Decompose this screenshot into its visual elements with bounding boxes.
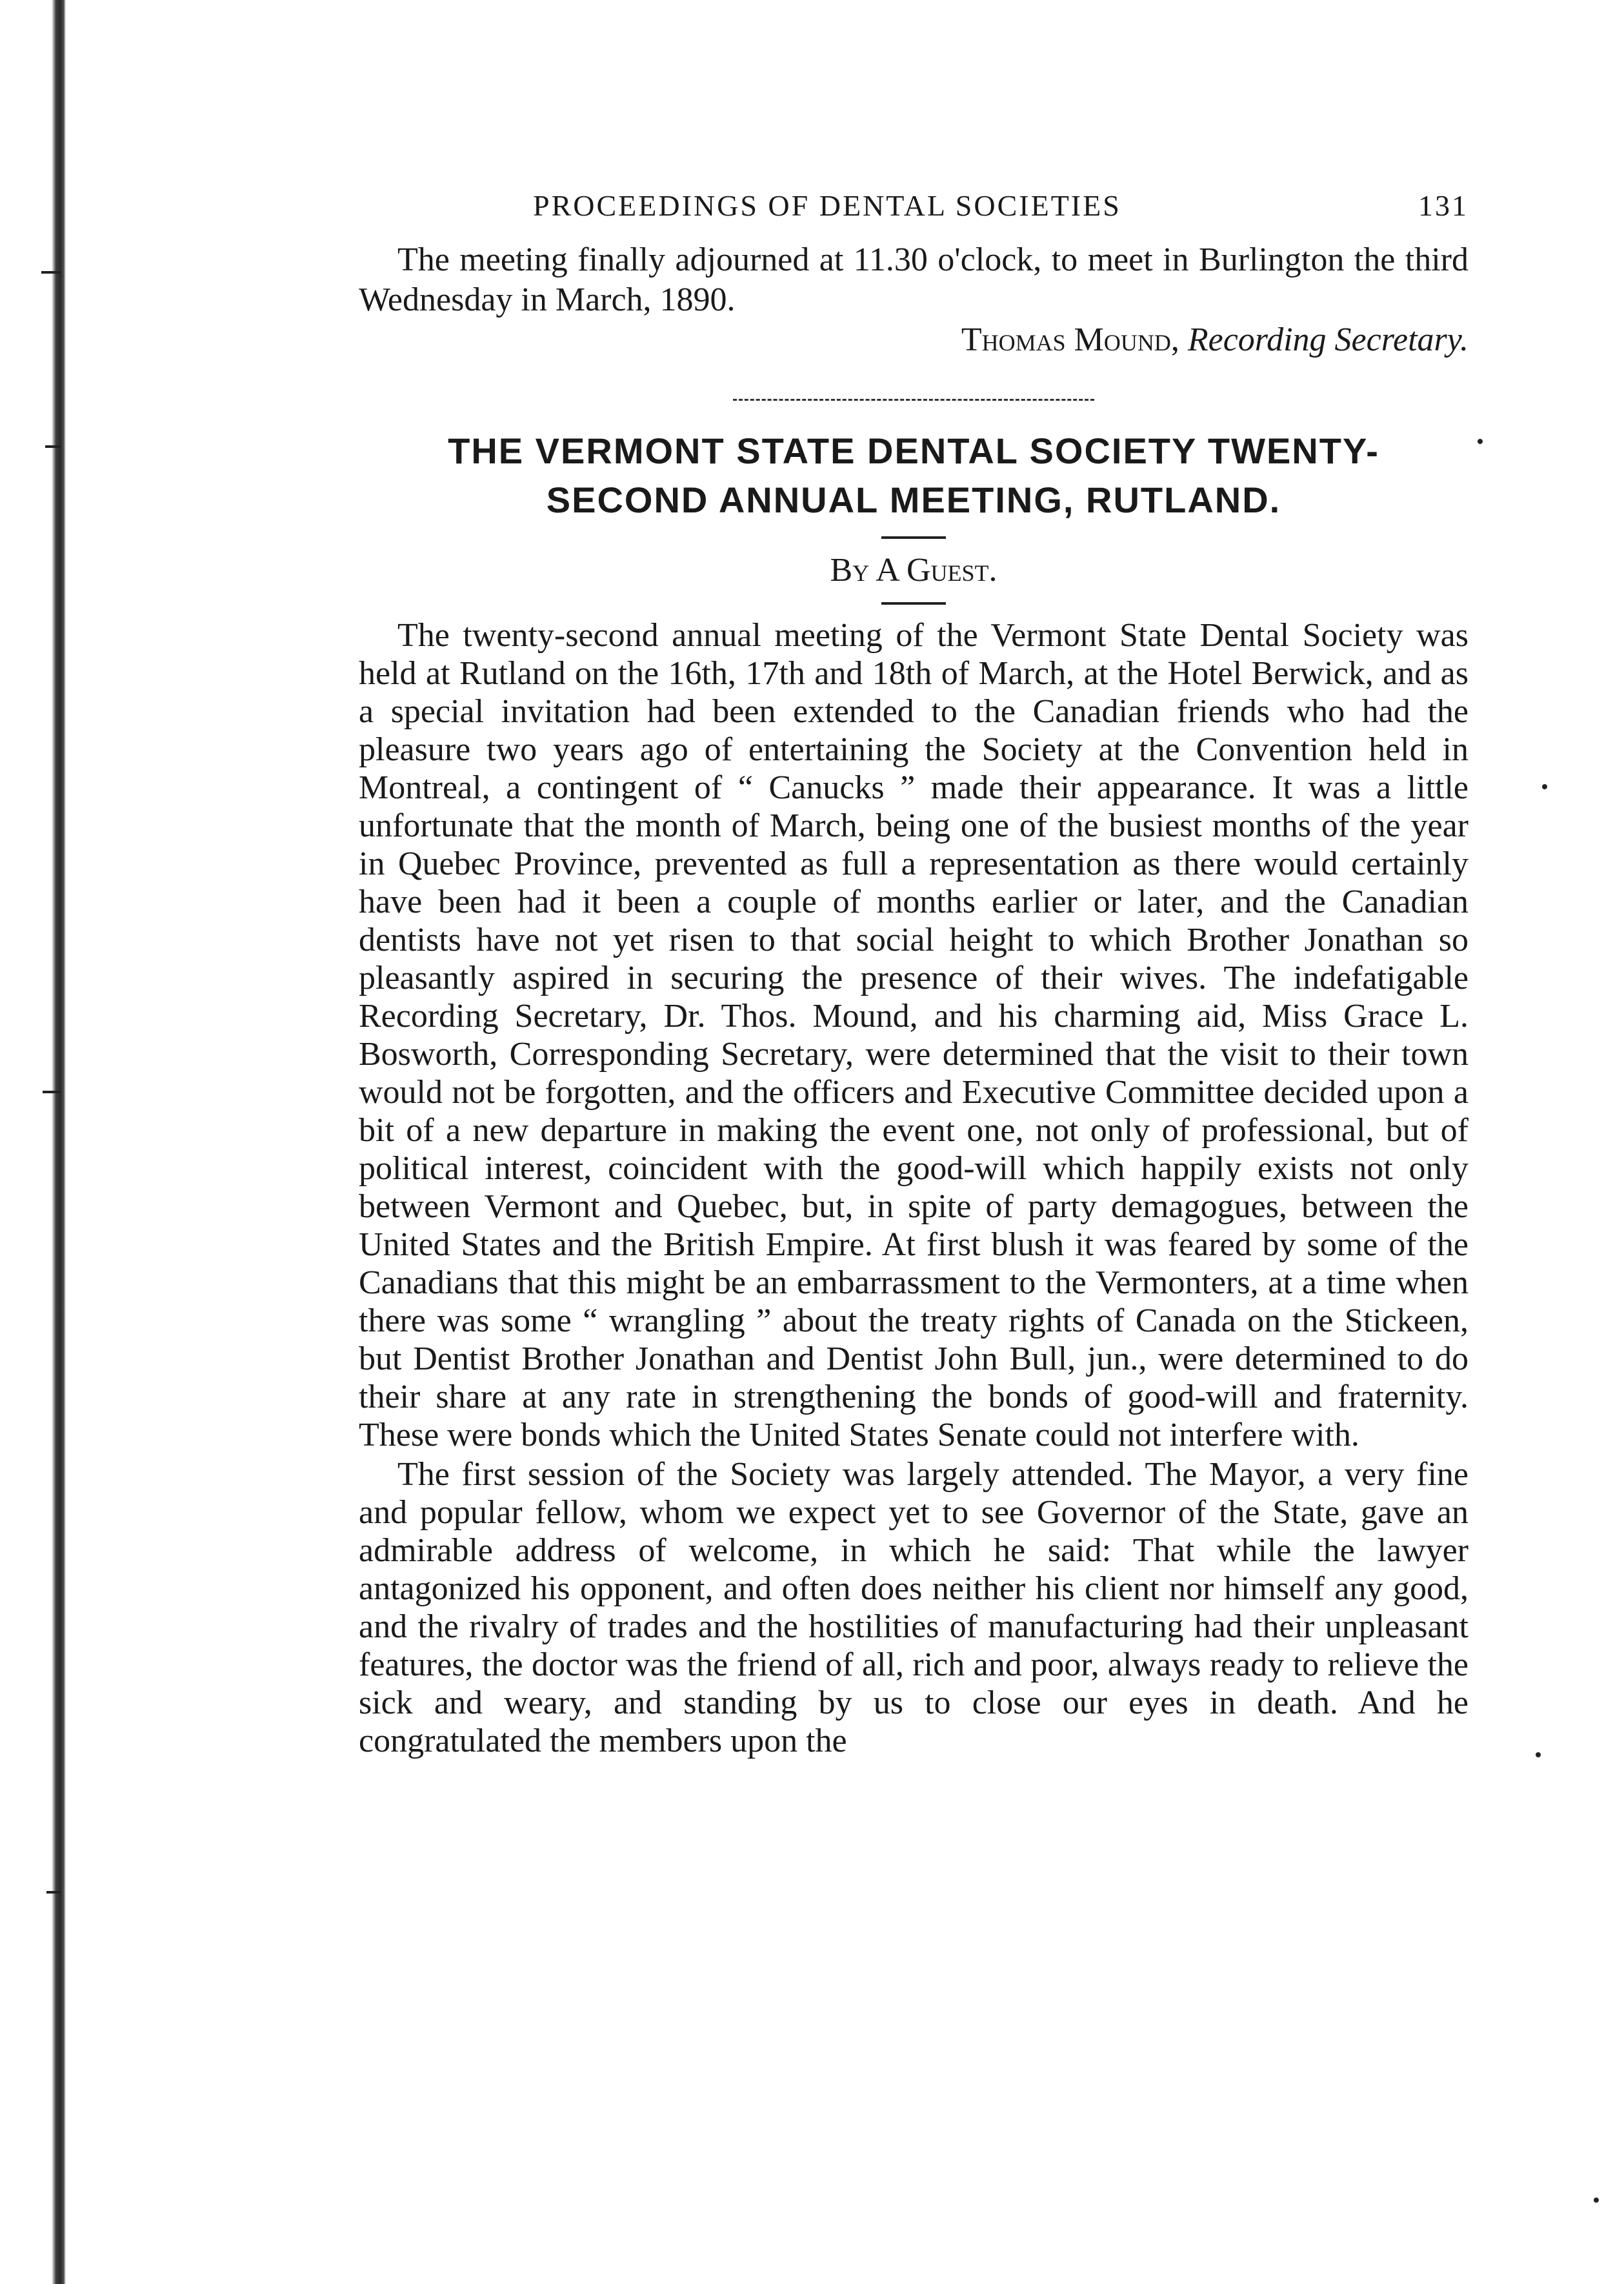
running-head <box>359 188 1469 227</box>
signature <box>359 320 1469 360</box>
binding-mark <box>45 445 61 448</box>
margin-speck <box>1542 784 1547 789</box>
page-number: 131 <box>1418 189 1469 222</box>
running-head-title: PROCEEDINGS OF DENTAL SOCIETIES <box>533 189 1121 222</box>
binding-mark <box>41 271 61 274</box>
article-body <box>359 616 1469 1760</box>
byline-rule <box>881 602 946 605</box>
previous-article-closing: The meeting finally adjourned at 11.30 o'clock, to meet in Burlington the third Wednesday in March, 1890. <box>359 241 1469 318</box>
margin-speck <box>1594 2198 1599 2203</box>
margin-speck <box>1478 439 1483 444</box>
margin-speck <box>1536 1752 1541 1757</box>
paragraph: The first session of the Society was largely attended. The Mayor, a very fine and popular fellow, whom we expect yet to see Governor of the State, gave an admirable address of welcome, in which he said: That while the lawyer antagonized his opponent, and often does neither his client nor himself any good, and the rivalry of trades and the hostilities of manufacturing had their unpleasant features, the doctor was the friend of all, rich and poor, always ready to relieve the sick and weary, and standing by us to close our eyes in death. And he congratulated the members upon the <box>359 1456 1469 1759</box>
binding-mark <box>46 1891 61 1894</box>
headline-rule <box>881 536 946 539</box>
article-headline <box>359 427 1469 525</box>
signature-name: Thomas Mound, <box>961 321 1179 358</box>
signature-role: Recording Secretary. <box>1187 321 1469 358</box>
section-divider <box>733 399 1094 401</box>
binding-mark <box>43 1091 61 1093</box>
book-binding-edge <box>52 0 66 2284</box>
paragraph: The twenty-second annual meeting of the Vermont State Dental Society was held at Rutland on the 16th, 17th and 18th of March, at the Hotel Berwick, and as a special invitation had been extended to the Canadian friends who had the pleasure two years ago of entertaining the Society at the Convention held in Montreal, a contingent of “ Canucks ” made their appearance. It was a little unfortunate that the month of March, being one of the busiest months of the year in Quebec Province, prevented as full a representation as there would certainly have been had it been a couple of months earlier or later, and the Canadian dentists have not yet risen to that social height to which Brother Jonathan so pleasantly aspired in securing the presence of their wives. The indefatigable Recording Secretary, Dr. Thos. Mound, and his charming aid, Miss Grace L. Bosworth, Corresponding Secretary, were determined that the visit to their town would not be forgotten, and the officers and Executive Committee decided upon a bit of a new departure in making the event one, not only of professional, but of political interest, coincident with the good-will which happily exists not only between Vermont and Quebec, but, in spite of party demagogues, between the United States and the British Empire. At first blush it was feared by some of the Canadians that this might be an embarrassment to the Vermonters, at a time when there was some “ wrangling ” about the treaty rights of Canada on the Stickeen, but Dentist Brother Jonathan and Dentist John Bull, jun., were determined to do their share at any rate in strengthening the bonds of good-will and fraternity. These were bonds which the United States Senate could not interfere with. <box>359 617 1469 1453</box>
byline: By A Guest. <box>830 552 997 589</box>
page-content <box>359 188 1469 1760</box>
headline-line-2: SECOND ANNUAL MEETING, RUTLAND. <box>546 480 1281 520</box>
headline-line-1: THE VERMONT STATE DENTAL SOCIETY TWENTY- <box>448 430 1379 471</box>
